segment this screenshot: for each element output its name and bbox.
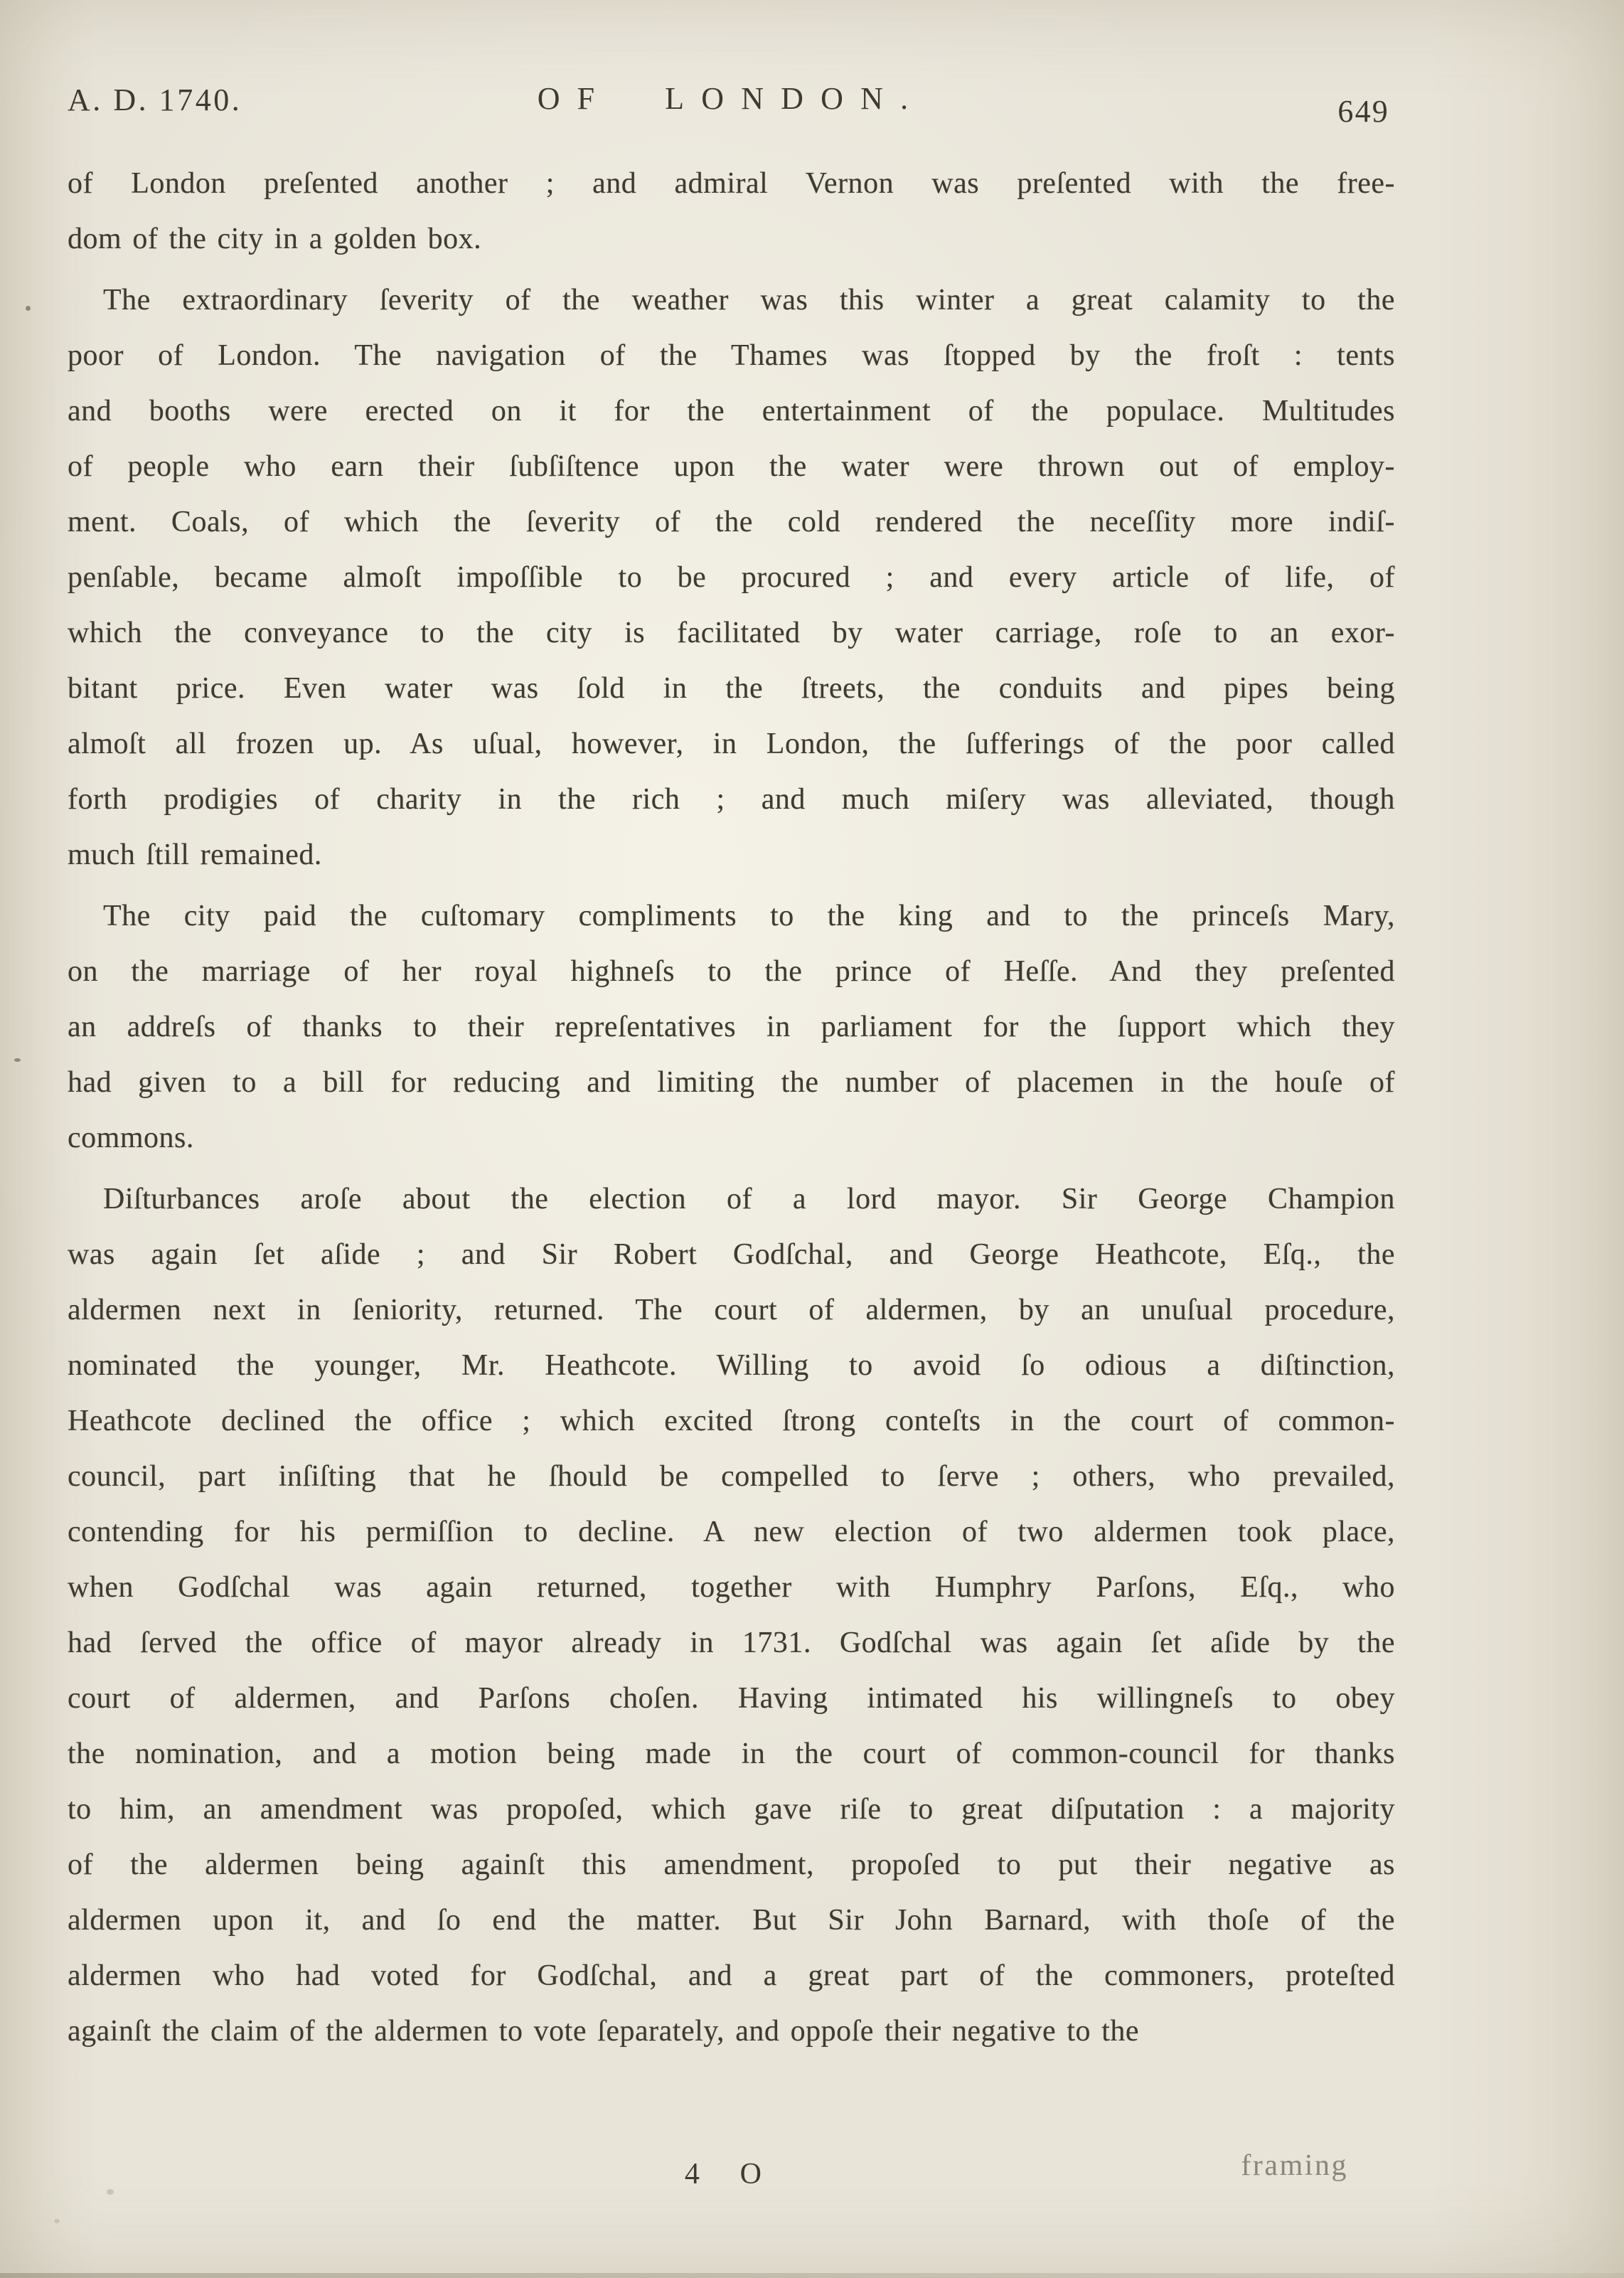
text-line: court of aldermen, and Parſons choſen. Having intimated his willingneſs to obey: [68, 1682, 1395, 1715]
text-line: forth prodigies of charity in the rich ; and much miſery was alleviated, though: [68, 783, 1395, 816]
text-line: of London preſented another ; and admiral Vernon was preſented with the free-: [68, 167, 1395, 200]
text-line: Heathcote declined the office ; which excited ſtrong conteſts in the court of common-: [68, 1405, 1395, 1437]
text-line: ment. Coals, of which the ſeverity of the cold rendered the neceſſity more indiſ-: [68, 506, 1395, 538]
text-line: almoſt all frozen up. As uſual, however, in London, the ſufferings of the poor called: [68, 728, 1395, 760]
paragraph: [68, 156, 1395, 267]
text-line: nominated the younger, Mr. Heathcote. Willing to avoid ſo odious a diſtinction,: [68, 1349, 1395, 1382]
paragraph: [68, 272, 1395, 883]
catchword: framing: [1241, 2149, 1348, 2182]
paragraph: [68, 888, 1395, 1166]
text-line: penſable, became almoſt impoſſible to be procured ; and every article of life, of: [68, 561, 1395, 594]
text-line: bitant price. Even water was ſold in the ſtreets, the conduits and pipes being: [68, 672, 1395, 705]
text-line: commons.: [68, 1122, 194, 1154]
page-number: 649: [1337, 94, 1389, 129]
paper-speck: [107, 2189, 114, 2195]
text-line: dom of the city in a golden box.: [68, 223, 482, 255]
running-title: OF LONDON.: [537, 81, 926, 116]
text-line: againſt the claim of the aldermen to vote ſeparately, and oppoſe their negative to the: [68, 2015, 1140, 2048]
text-line: contending for his permiſſion to decline. A new election of two aldermen took place,: [68, 1516, 1395, 1548]
paper-speck: [54, 2219, 60, 2223]
text-line: aldermen who had voted for Godſchal, and a great part of the commoners, proteſted: [68, 1959, 1395, 1992]
header-date: A. D. 1740.: [68, 83, 242, 117]
page-body: [68, 156, 1395, 2059]
text-line: an addreſs of thanks to their repreſentatives in parliament for the ſupport which they: [68, 1011, 1395, 1043]
page-header: [68, 81, 1395, 129]
text-line: aldermen upon it, and ſo end the matter. But Sir John Barnard, with thoſe of the: [68, 1904, 1395, 1937]
text-line: of the aldermen being againſt this amendment, propoſed to put their negative as: [68, 1848, 1395, 1881]
signature-mark: 4 O: [684, 2158, 779, 2191]
paper-speck: [26, 306, 31, 311]
page-footer: [68, 2149, 1395, 2200]
text-line: aldermen next in ſeniority, returned. The court of aldermen, by an unuſual procedure,: [68, 1294, 1395, 1326]
text-line: had given to a bill for reducing and limiting the number of placemen in the houſe of: [68, 1066, 1395, 1099]
text-line: on the marriage of her royal highneſs to the prince of Heſſe. And they preſented: [68, 955, 1395, 988]
paper-speck: [14, 1058, 21, 1062]
text-line: and booths were erected on it for the entertainment of the populace. Multitudes: [68, 395, 1395, 427]
text-line: of people who earn their ſubſiſtence upon the water were thrown out of employ-: [68, 450, 1395, 483]
text-line: when Godſchal was again returned, together with Humphry Parſons, Eſq., who: [68, 1571, 1395, 1604]
text-line: The extraordinary ſeverity of the weather was this winter a great calamity to the: [103, 284, 1395, 316]
text-line: council, part inſiſting that he ſhould be compelled to ſerve ; others, who prevailed,: [68, 1460, 1395, 1493]
text-line: had ſerved the office of mayor already in 1731. Godſchal was again ſet aſide by the: [68, 1627, 1395, 1659]
text-line: which the conveyance to the city is facilitated by water carriage, roſe to an exor-: [68, 617, 1395, 649]
text-line: poor of London. The navigation of the Thames was ſtopped by the froſt : tents: [68, 339, 1395, 372]
text-line: to him, an amendment was propoſed, which gave riſe to great diſputation : a majority: [68, 1793, 1395, 1826]
paragraph: [68, 1171, 1395, 2059]
text-line: much ſtill remained.: [68, 839, 322, 871]
text-line: Diſturbances aroſe about the election of a lord mayor. Sir George Champion: [103, 1183, 1395, 1215]
text-line: was again ſet aſide ; and Sir Robert Godſchal, and George Heathcote, Eſq., the: [68, 1238, 1395, 1271]
text-line: The city paid the cuſtomary compliments to the king and to the princeſs Mary,: [103, 900, 1395, 932]
text-line: the nomination, and a motion being made in the court of common-council for thanks: [68, 1737, 1395, 1770]
